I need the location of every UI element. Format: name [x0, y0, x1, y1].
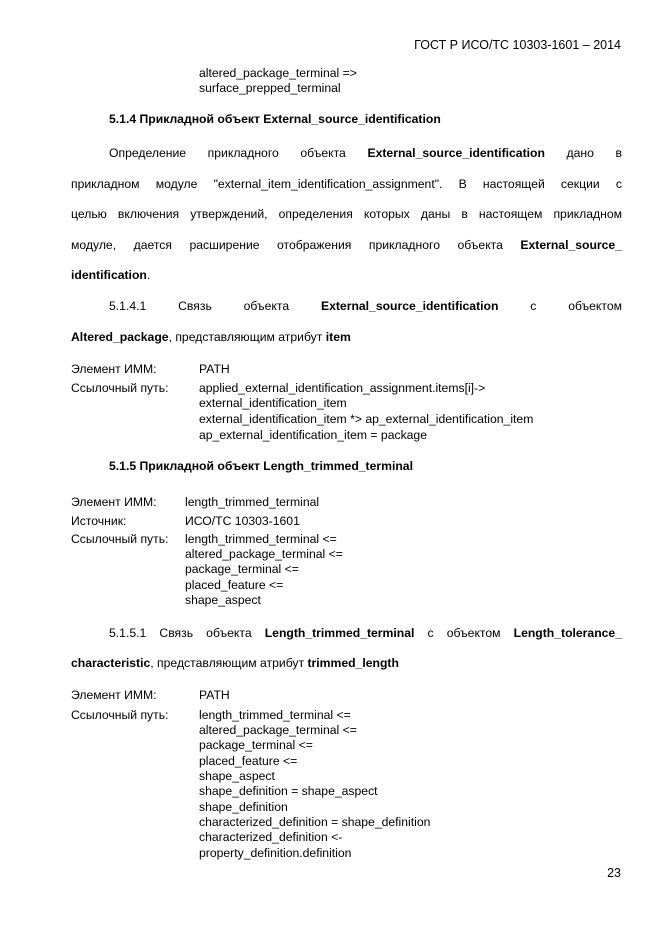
- paragraph-line: целью включения утверждений, определения которых даны в настоящем прикладном: [71, 207, 622, 221]
- section-heading-5-1-4: 5.1.4 Прикладной объект External_source_identification: [109, 112, 441, 126]
- para-text: с объектом: [427, 626, 501, 640]
- imm-element-label: Элемент ИММ:: [71, 362, 157, 376]
- section-heading-5-1-5: 5.1.5 Прикладной объект Length_trimmed_terminal: [109, 459, 413, 473]
- entity-name: Length_trimmed_terminal: [264, 626, 415, 640]
- subsection-heading-5-1-5-1: [71, 626, 622, 641]
- continuation-line-2: surface_prepped_terminal: [199, 81, 341, 95]
- para-text: .: [146, 268, 151, 282]
- para-text: дано в: [566, 146, 622, 160]
- source-value: ИСО/ТС 10303-1601: [185, 514, 300, 528]
- document-header: ГОСТ Р ИСО/ТС 10303-1601 – 2014: [414, 38, 621, 52]
- attribute-name: item: [325, 330, 351, 344]
- imm-element-value: PATH: [199, 688, 230, 702]
- subsection-heading-line-2: [71, 656, 399, 671]
- entity-name: identification: [71, 268, 147, 282]
- entity-name: External_source_identification: [320, 299, 499, 313]
- reference-path-line: placed_feature <=: [185, 578, 284, 592]
- entity-name: External_source_: [520, 238, 622, 252]
- para-text: , представляющим атрибут: [168, 330, 326, 344]
- reference-path-line: characterized_definition = shape_definition: [199, 815, 431, 829]
- reference-path-line: placed_feature <=: [199, 754, 298, 768]
- reference-path-line: package_terminal <=: [199, 738, 313, 752]
- reference-path-line: property_definition.definition: [199, 846, 352, 860]
- source-label: Источник:: [71, 514, 127, 528]
- imm-element-value: length_trimmed_terminal: [185, 495, 320, 509]
- para-text: , представляющим атрибут: [150, 656, 308, 670]
- paragraph-line: прикладном модуле "external_item_identification_assignment". В настоящей секции с: [71, 177, 622, 191]
- reference-path-line: shape_aspect: [185, 593, 261, 607]
- para-text: объектом: [568, 299, 623, 313]
- reference-path-line: external_identification_item: [199, 396, 347, 410]
- reference-path-line: ap_external_identification_item = package: [199, 428, 427, 442]
- page-number: 23: [607, 866, 621, 880]
- reference-path-line: external_identification_item *> ap_external_identification_item: [199, 412, 534, 426]
- subsection-heading-5-1-4-1: [71, 299, 622, 314]
- entity-name: characteristic: [71, 656, 151, 670]
- imm-element-value: PATH: [199, 362, 230, 376]
- para-text: Определение прикладного объекта: [109, 146, 346, 160]
- subsection-heading-line-2: [71, 330, 351, 345]
- reference-path-line: altered_package_terminal <=: [199, 723, 357, 737]
- paragraph-line: [71, 146, 622, 161]
- reference-path-line: shape_definition: [199, 800, 288, 814]
- imm-element-label: Элемент ИММ:: [71, 495, 157, 509]
- para-text: Связь объекта: [159, 626, 252, 640]
- reference-path-label: Ссылочный путь:: [71, 532, 169, 546]
- reference-path-label: Ссылочный путь:: [71, 381, 169, 395]
- para-text: Связь: [178, 299, 212, 313]
- reference-path-line: shape_definition = shape_aspect: [199, 784, 378, 798]
- para-text: с: [530, 299, 537, 313]
- reference-path-line: characterized_definition <-: [199, 830, 343, 844]
- para-text: модуле, дается расширение отображения прикладного объекта: [71, 238, 503, 252]
- reference-path-line: altered_package_terminal <=: [185, 547, 343, 561]
- continuation-line-1: altered_package_terminal =>: [199, 66, 357, 80]
- reference-path-line: length_trimmed_terminal <=: [185, 532, 337, 546]
- entity-name: External_source_identification: [367, 146, 545, 160]
- paragraph-line: [71, 268, 150, 283]
- reference-path-line: package_terminal <=: [185, 562, 299, 576]
- para-text: объекта: [243, 299, 290, 313]
- reference-path-line: length_trimmed_terminal <=: [199, 708, 351, 722]
- subsection-number: 5.1.5.1: [109, 626, 147, 640]
- attribute-name: trimmed_length: [307, 656, 399, 670]
- reference-path-line: shape_aspect: [199, 769, 275, 783]
- subsection-number: 5.1.4.1: [109, 299, 147, 313]
- entity-name: Length_tolerance_: [513, 626, 622, 640]
- reference-path-label: Ссылочный путь:: [71, 708, 169, 722]
- imm-element-label: Элемент ИММ:: [71, 688, 157, 702]
- paragraph-line: [71, 238, 622, 253]
- entity-name: Altered_package: [71, 330, 169, 344]
- reference-path-line: applied_external_identification_assignment.items[i]->: [199, 381, 486, 395]
